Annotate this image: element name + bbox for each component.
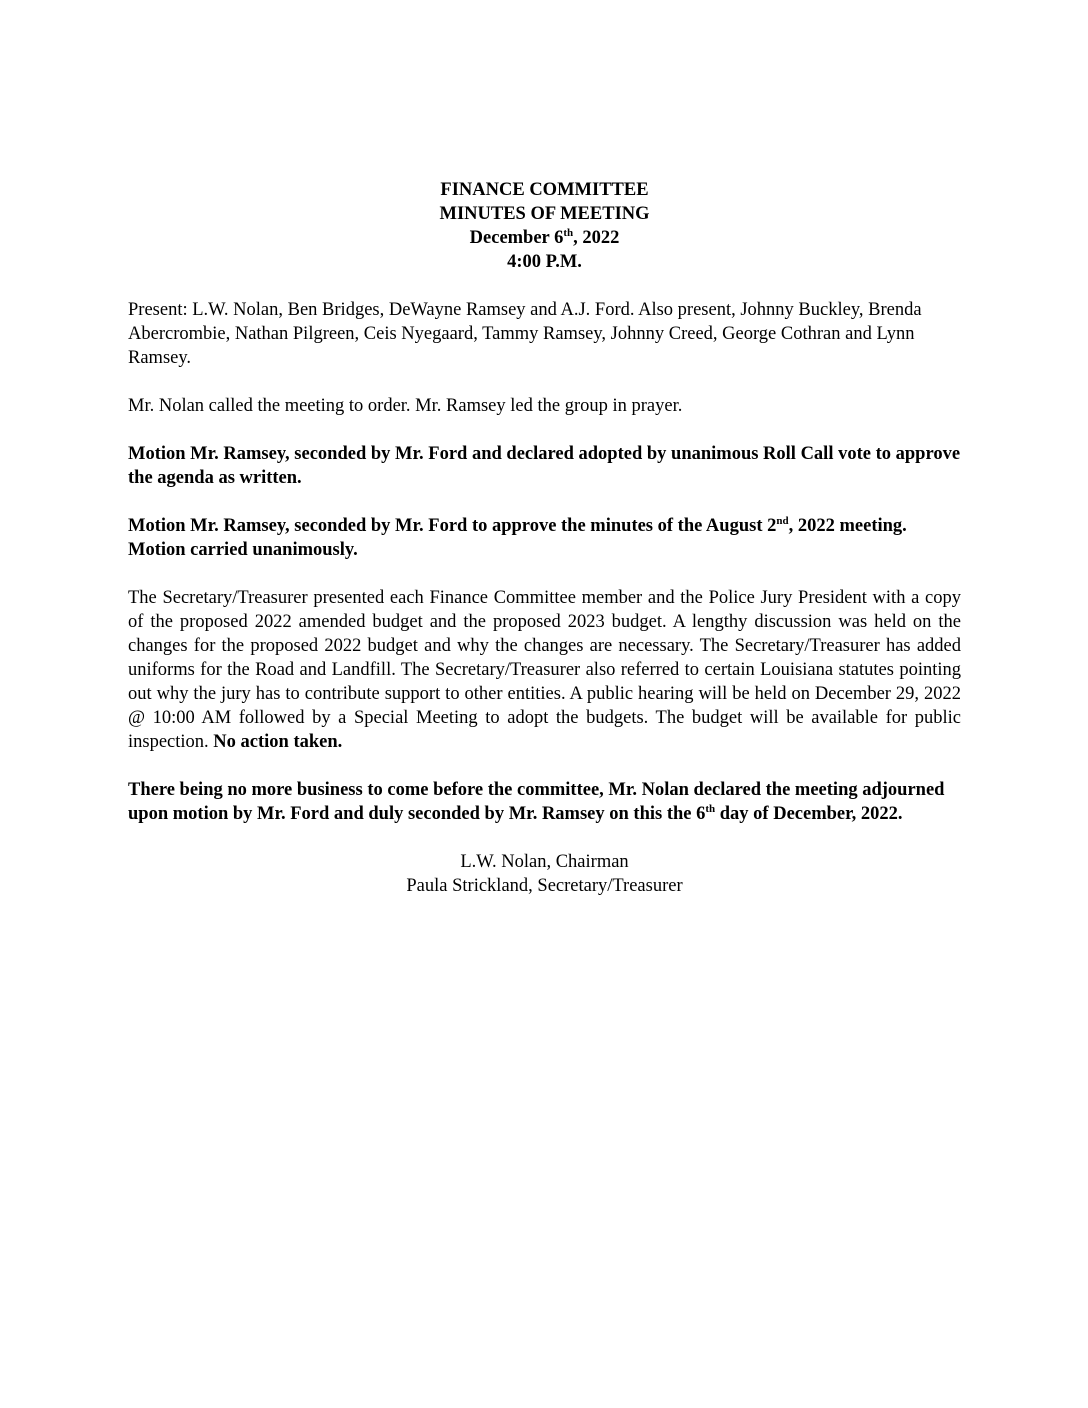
meeting-date-year: , 2022: [573, 228, 620, 248]
signature-block: [128, 850, 961, 898]
minutes-body: [128, 178, 961, 898]
budget-text: The Secretary/Treasurer presented each Finance Committee member and the Police Jury President with a copy of the proposed 2022 amended budget and the proposed 2023 budget. A lengthy discussion was held on the changes for the proposed 2022 budget and why the changes are necessary. The Secretary/Treasurer has added uniforms for the Road and Landfill. The Secretary/Treasurer also referred to certain Louisiana statutes pointing out why the jury has to contribute support to other entities. A public hearing will be held on December 29, 2022 @ 10:00 AM followed by a Special Meeting to adopt the budgets. The budget will be available for public inspection.: [128, 588, 961, 752]
agenda-motion-paragraph: Motion Mr. Ramsey, seconded by Mr. Ford and declared adopted by unanimous Roll Call vote to approve the agenda as written.: [128, 444, 961, 488]
adjournment-suffix: day of December, 2022.: [715, 804, 903, 824]
committee-title: FINANCE COMMITTEE: [440, 180, 649, 200]
secretary-signature: Paula Strickland, Secretary/Treasurer: [406, 876, 683, 896]
budget-action: No action taken.: [213, 732, 343, 752]
chairman-signature: L.W. Nolan, Chairman: [460, 852, 629, 872]
minutes-motion-ordinal: nd: [776, 515, 789, 527]
meeting-time: 4:00 P.M.: [507, 252, 582, 272]
meeting-date-ordinal: th: [563, 227, 574, 239]
meeting-date: [128, 226, 961, 250]
document-heading: [128, 178, 961, 274]
adjournment-ordinal: th: [705, 803, 716, 815]
adjournment-text: There being no more business to come before the committee, Mr. Nolan declared the meeting adjourned upon motion by Mr. Ford and duly seconded by Mr. Ramsey on this the 6: [128, 780, 945, 824]
meeting-date-text: December 6: [469, 228, 564, 248]
minutes-motion-suffix: , 2022 meeting. Motion carried unanimously.: [128, 516, 907, 560]
call-to-order-paragraph: Mr. Nolan called the meeting to order. Mr. Ramsey led the group in prayer.: [128, 396, 683, 416]
document-title: MINUTES OF MEETING: [439, 204, 650, 224]
budget-paragraph: [128, 586, 961, 754]
minutes-motion-paragraph: [128, 514, 961, 562]
minutes-motion-text: Motion Mr. Ramsey, seconded by Mr. Ford to approve the minutes of the August 2: [128, 516, 777, 536]
attendance-paragraph: Present: L.W. Nolan, Ben Bridges, DeWayne Ramsey and A.J. Ford. Also present, Johnny Buckley, Brenda Abercrombie, Nathan Pilgreen, Ceis Nyegaard, Tammy Ramsey, Johnny Creed, George Cothran and Lynn Ramsey.: [128, 300, 922, 368]
adjournment-paragraph: [128, 778, 961, 826]
